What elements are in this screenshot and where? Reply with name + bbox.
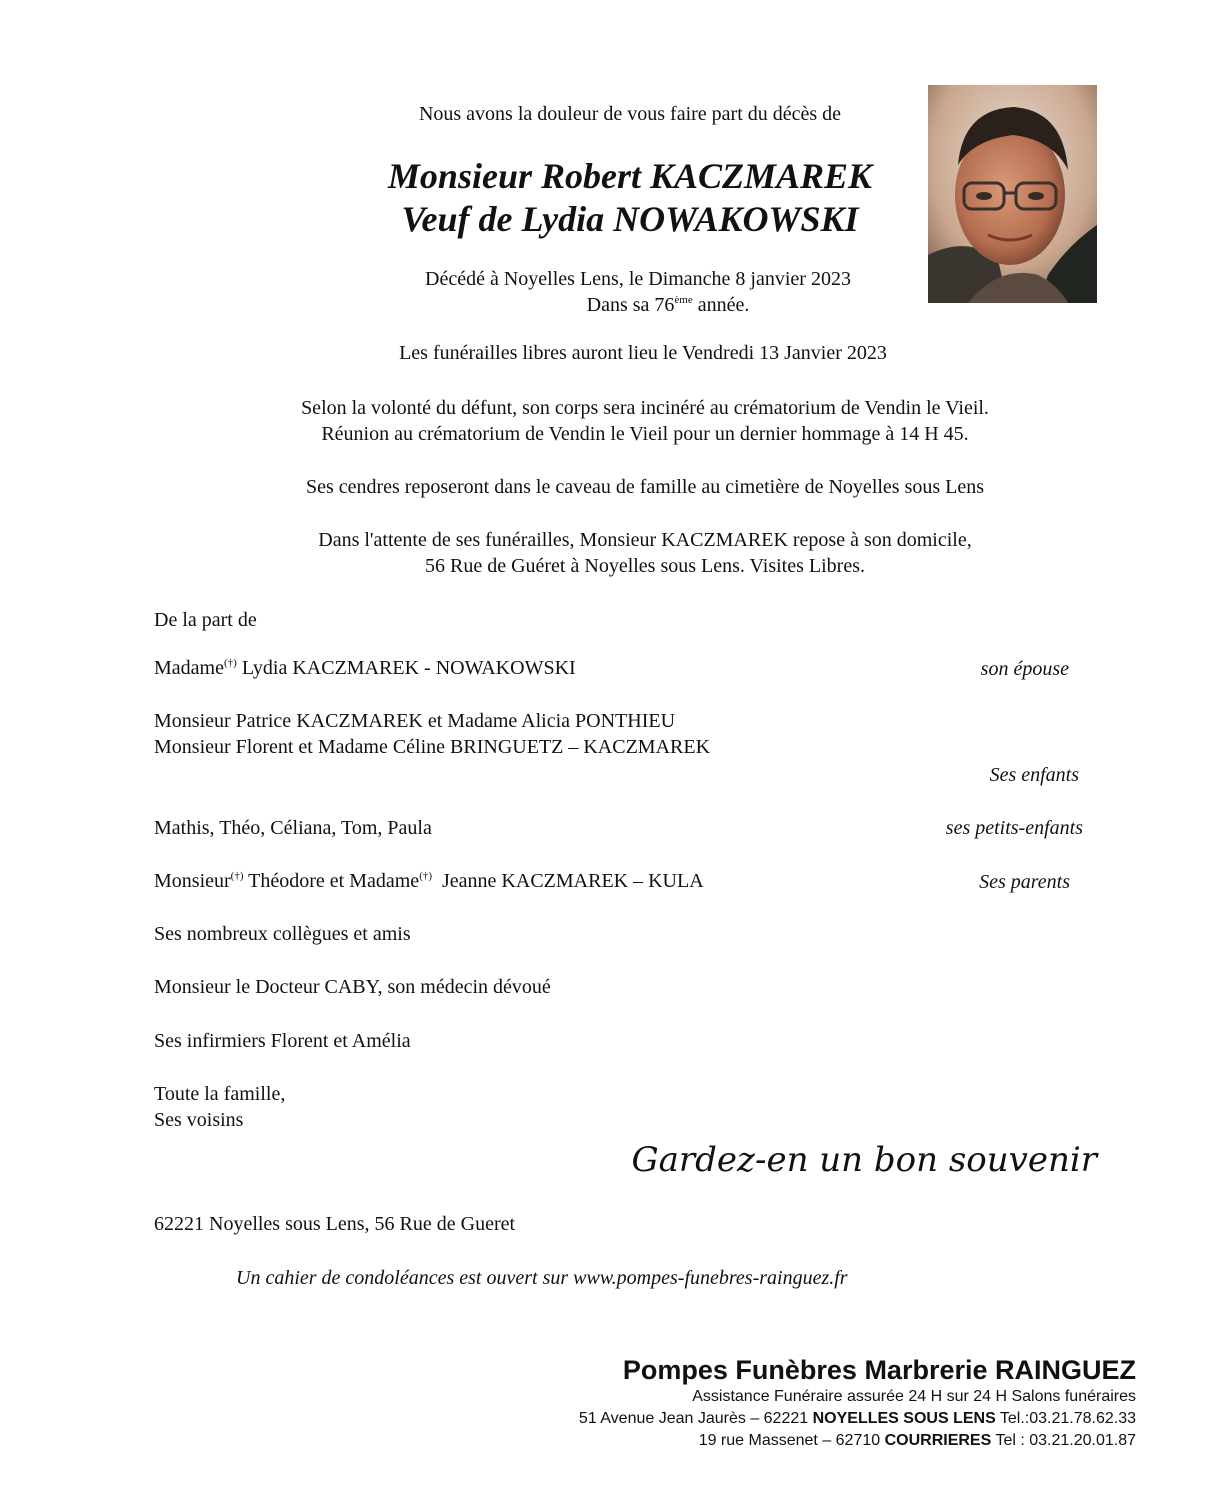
farewell-signature: Gardez-en un bon souvenir bbox=[631, 1140, 1097, 1180]
spouse-role: son épouse bbox=[980, 658, 1069, 680]
ashes-line: Ses cendres reposeront dans le caveau de famille au cimetière de Noyelles sous Lens bbox=[305, 476, 985, 498]
condolences-line: Un cahier de condoléances est ouvert sur www.pompes-funebres-rainguez.fr bbox=[236, 1267, 848, 1289]
cremation-line-1: Selon la volonté du défunt, son corps sera incinéré au crématorium de Vendin le Vieil. bbox=[301, 397, 989, 419]
wake-line-2: 56 Rue de Guéret à Noyelles sous Lens. Visites Libres. bbox=[424, 555, 865, 577]
children-role: Ses enfants bbox=[989, 764, 1079, 786]
parents-names: Monsieur(†) Théodore et Madame(†) Jeanne KACZMAREK – KULA bbox=[154, 870, 704, 892]
company-line-1: Assistance Funéraire assurée 24 H sur 24 H Salons funéraires bbox=[692, 1388, 1136, 1405]
funeral-line: Les funérailles libres auront lieu le Vendredi 13 Janvier 2023 bbox=[399, 342, 887, 364]
doctor-line: Monsieur le Docteur CABY, son médecin dévoué bbox=[154, 976, 551, 998]
neighbours-line: Ses voisins bbox=[154, 1109, 244, 1131]
family-line: Toute la famille, bbox=[154, 1083, 286, 1105]
nurses-line: Ses infirmiers Florent et Amélia bbox=[154, 1030, 411, 1052]
wake-line-1: Dans l'attente de ses funérailles, Monsieur KACZMAREK repose à son domicile, bbox=[318, 529, 972, 551]
company-name: Pompes Funèbres Marbrerie RAINGUEZ bbox=[622, 1355, 1136, 1385]
from-label: De la part de bbox=[154, 609, 257, 631]
grandchildren-names: Mathis, Théo, Céliana, Tom, Paula bbox=[154, 817, 432, 839]
company-line-3: 19 rue Massenet – 62710 COURRIERES Tel : 03.21.20.01.87 bbox=[698, 1432, 1136, 1449]
address-line: 62221 Noyelles sous Lens, 56 Rue de Gueret bbox=[154, 1213, 516, 1235]
child-line-2: Monsieur Florent et Madame Céline BRINGUETZ – KACZMAREK bbox=[154, 736, 711, 758]
widower-line: Veuf de Lydia NOWAKOWSKI bbox=[401, 199, 859, 239]
cremation-line-2: Réunion au crématorium de Vendin le Vieil pour un dernier hommage à 14 H 45. bbox=[321, 423, 969, 445]
intro-text: Nous avons la douleur de vous faire part du décès de bbox=[418, 103, 842, 125]
grandchildren-role: ses petits-enfants bbox=[945, 817, 1083, 839]
age-line: Dans sa 76ème année. bbox=[586, 294, 750, 316]
colleagues-line: Ses nombreux collègues et amis bbox=[154, 923, 411, 945]
spouse-name: Madame(†) Lydia KACZMAREK - NOWAKOWSKI bbox=[154, 657, 576, 679]
deceased-name: Monsieur Robert KACZMAREK bbox=[387, 156, 873, 196]
company-line-2: 51 Avenue Jean Jaurès – 62221 NOYELLES SOUS LENS Tel.:03.21.78.62.33 bbox=[578, 1410, 1136, 1427]
death-line: Décédé à Noyelles Lens, le Dimanche 8 janvier 2023 bbox=[425, 268, 851, 290]
child-line-1: Monsieur Patrice KACZMAREK et Madame Alicia PONTHIEU bbox=[154, 710, 676, 732]
portrait-photo bbox=[928, 85, 1097, 303]
parents-role: Ses parents bbox=[979, 871, 1070, 893]
